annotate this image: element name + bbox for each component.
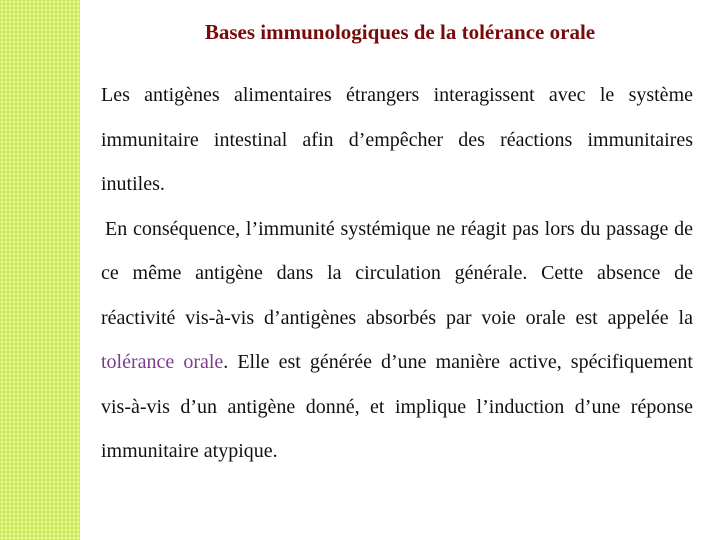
paragraph-intro: Les antigènes alimentaires étrangers interagissent avec le système immunitaire intestinal afin d’empêcher des réactions immunitaires inutiles. xyxy=(101,84,693,195)
paragraph-text-after: . Elle est générée d’une manière active, spécifiquement vis-à-vis d’un antigène donné, et implique l’induction d’une réponse immunitaire atypique. xyxy=(101,351,693,462)
paragraph-consequence xyxy=(101,207,693,474)
slide-body xyxy=(101,73,693,474)
slide-title: Bases immunologiques de la tolérance orale xyxy=(204,20,596,44)
highlighted-term: tolérance orale xyxy=(101,351,224,373)
paragraph-text-before: En conséquence, l’immunité systémique ne réagit pas lors du passage de ce même antigène dans la circulation générale. Cette absence de réactivité vis-à-vis d’antigènes absorbés par voie orale est appelée la xyxy=(101,217,693,329)
decorative-side-band xyxy=(0,0,80,540)
